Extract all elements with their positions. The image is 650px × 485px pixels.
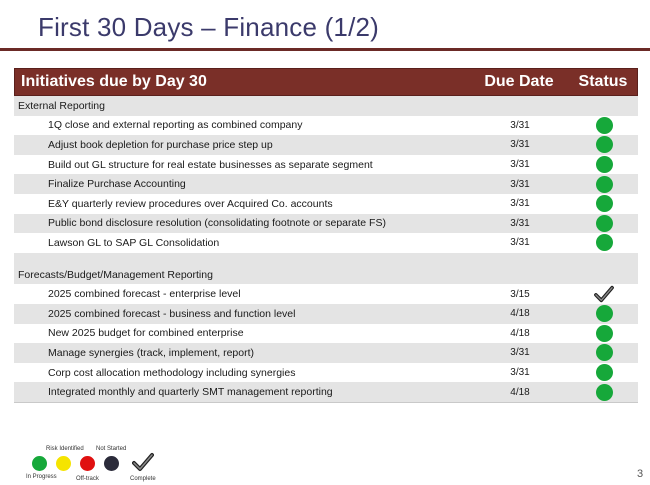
status-in-progress-dot <box>596 305 613 322</box>
initiative-label: Integrated monthly and quarterly SMT management reporting <box>48 386 333 399</box>
legend-risk-identified-label: Risk Identified <box>46 446 84 452</box>
status-legend <box>22 446 172 485</box>
status-cell <box>570 384 638 401</box>
status-in-progress-dot <box>596 176 613 193</box>
legend-not-started-label: Not Started <box>96 446 127 452</box>
due-date: 3/31 <box>510 347 530 359</box>
initiative-label: Finalize Purchase Accounting <box>48 178 186 191</box>
status-cell <box>570 195 638 212</box>
slide-title: First 30 Days – Finance (1/2) <box>38 12 380 42</box>
section-label: External Reporting <box>18 99 105 112</box>
section-header <box>14 96 638 116</box>
initiative-label: 2025 combined forecast - business and function level <box>48 307 296 320</box>
status-in-progress-dot <box>596 136 613 153</box>
table-row <box>14 233 638 253</box>
initiative-label: New 2025 budget for combined enterprise <box>48 327 244 340</box>
status-cell <box>570 215 638 232</box>
status-cell <box>570 156 638 173</box>
table-row <box>14 324 638 344</box>
table-row <box>14 343 638 363</box>
status-in-progress-dot <box>596 156 613 173</box>
initiative-label: Build out GL structure for real estate businesses as separate segment <box>48 158 373 171</box>
due-date: 3/31 <box>510 367 530 379</box>
page-number: 3 <box>637 468 644 480</box>
legend-off-track-label: Off-track <box>76 476 99 482</box>
section-label: Forecasts/Budget/Management Reporting <box>18 268 213 281</box>
due-date: 4/18 <box>510 386 530 398</box>
initiative-label: Corp cost allocation methodology including synergies <box>48 366 296 379</box>
legend-not-started-dot <box>104 456 119 471</box>
initiative-label: 2025 combined forecast - enterprise level <box>48 288 241 301</box>
legend-off-track-dot <box>80 456 95 471</box>
table-body <box>14 96 638 402</box>
table-row <box>14 284 638 304</box>
status-cell <box>570 117 638 134</box>
initiative-label: Adjust book depletion for purchase price step up <box>48 138 273 151</box>
section-spacer <box>14 253 638 265</box>
status-in-progress-dot <box>596 325 613 342</box>
table-row <box>14 194 638 214</box>
due-date: 3/31 <box>510 178 530 190</box>
legend-complete-label: Complete <box>130 476 156 482</box>
initiative-label: 1Q close and external reporting as combined company <box>48 119 303 132</box>
status-in-progress-dot <box>596 234 613 251</box>
title-divider <box>0 48 650 51</box>
due-date: 3/31 <box>510 217 530 229</box>
legend-in-progress-dot <box>32 456 47 471</box>
header-due-date: Due Date <box>484 73 554 90</box>
status-cell <box>570 176 638 193</box>
table-row <box>14 214 638 234</box>
status-in-progress-dot <box>596 215 613 232</box>
legend-risk-identified-dot <box>56 456 71 471</box>
status-cell <box>570 136 638 153</box>
due-date: 4/18 <box>510 327 530 339</box>
status-in-progress-dot <box>596 344 613 361</box>
status-in-progress-dot <box>596 384 613 401</box>
due-date: 4/18 <box>510 308 530 320</box>
status-cell <box>570 325 638 342</box>
header-status: Status <box>578 73 628 90</box>
table-row <box>14 304 638 324</box>
table-row <box>14 116 638 136</box>
due-date: 3/15 <box>510 288 530 300</box>
due-date: 3/31 <box>510 237 530 249</box>
status-in-progress-dot <box>596 364 613 381</box>
initiative-label: E&Y quarterly review procedures over Acquired Co. accounts <box>48 197 333 210</box>
table-row <box>14 135 638 155</box>
due-date: 3/31 <box>510 198 530 210</box>
table-row <box>14 382 638 402</box>
legend-in-progress-label: In Progress <box>26 474 57 480</box>
status-cell <box>570 234 638 251</box>
table-row <box>14 174 638 194</box>
due-date: 3/31 <box>510 159 530 171</box>
status-in-progress-dot <box>596 117 613 134</box>
status-cell <box>570 364 638 381</box>
initiatives-table <box>14 68 638 403</box>
status-cell <box>570 305 638 322</box>
table-row <box>14 155 638 175</box>
status-cell <box>570 285 638 303</box>
initiative-label: Public bond disclosure resolution (consolidating footnote or separate FS) <box>48 217 386 230</box>
initiative-label: Lawson GL to SAP GL Consolidation <box>48 236 220 249</box>
section-header <box>14 265 638 285</box>
due-date: 3/31 <box>510 139 530 151</box>
status-cell <box>570 344 638 361</box>
header-initiatives: Initiatives due by Day 30 <box>21 73 207 90</box>
initiative-label: Manage synergies (track, implement, report) <box>48 346 254 359</box>
legend-complete-check-icon <box>132 452 154 472</box>
table-row <box>14 363 638 383</box>
due-date: 3/31 <box>510 119 530 131</box>
status-in-progress-dot <box>596 195 613 212</box>
complete-check-icon <box>594 285 614 303</box>
table-header <box>14 68 638 96</box>
